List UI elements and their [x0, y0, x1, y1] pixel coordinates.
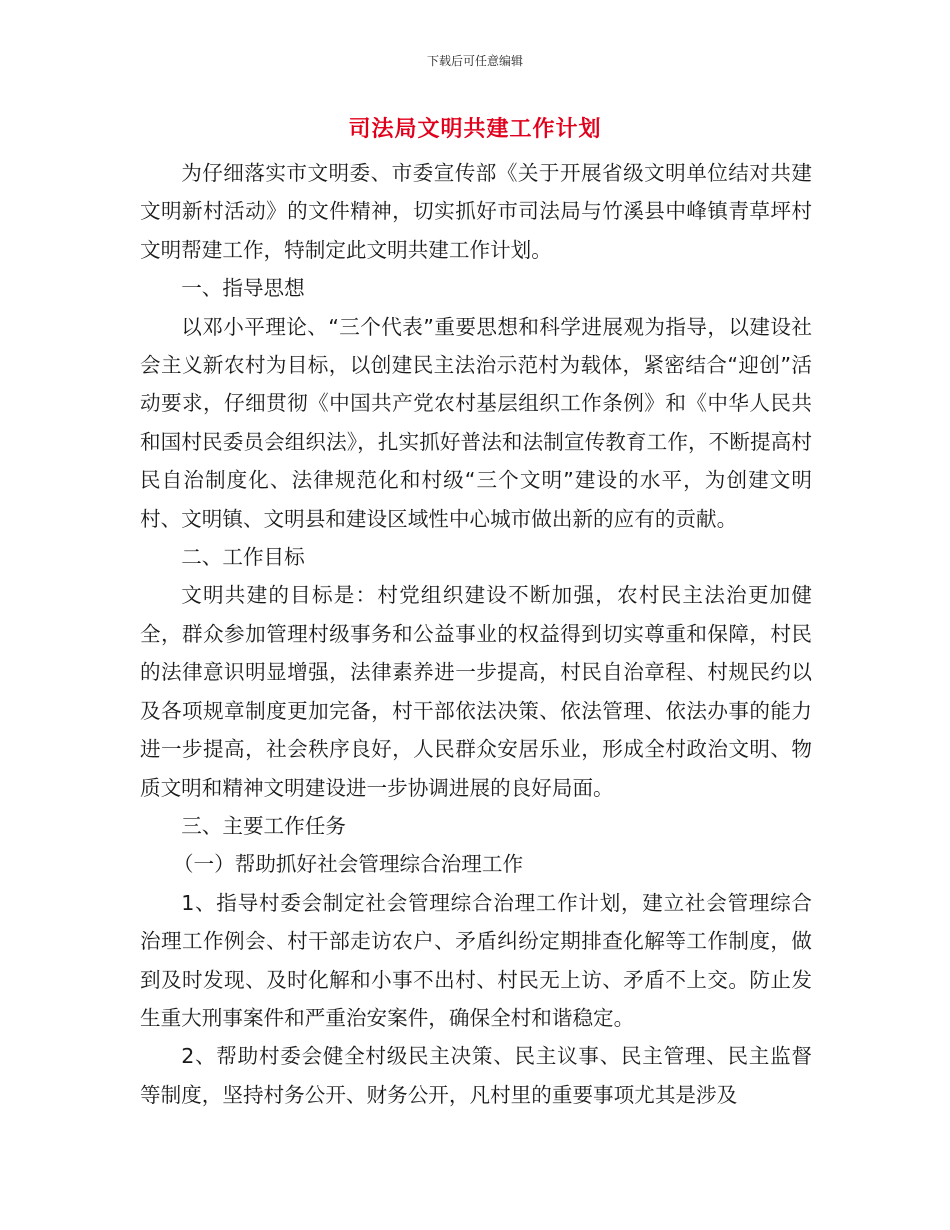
document-body	[140, 154, 812, 1114]
paragraph-intro: 为仔细落实市文明委、市委宣传部《关于开展省级文明单位结对共建文明新村活动》的文件精神，切实抓好市司法局与竹溪县中峰镇青草坪村文明帮建工作，特制定此文明共建工作计划。	[140, 161, 812, 262]
header-note: 下载后可任意编辑	[426, 54, 523, 68]
subsection-heading-comprehensive-governance: （一）帮助抓好社会管理综合治理工作	[172, 852, 524, 877]
paragraph-task-1: 1、指导村委会制定社会管理综合治理工作计划，建立社会管理综合治理工作例会、村干部走访农户、矛盾纠纷定期排查化解等工作制度，做到及时发现、及时化解和小事不出村、村民无上访、矛盾不上交。防止发生重大刑事案件和严重治安案件，确保全村和谐稳定。	[140, 890, 812, 1030]
paragraph-work-goals: 文明共建的目标是：村党组织建设不断加强，农村民主法治更加健全，群众参加管理村级事务和公益事业的权益得到切实尊重和保障，村民的法律意识明显增强，法律素养进一步提高，村民自治章程、村规民约以及各项规章制度更加完备，村干部依法决策、依法管理、依法办事的能力进一步提高，社会秩序良好，人民群众安居乐业，形成全村政治文明、物质文明和精神文明建设进一步协调进展的良好局面。	[140, 583, 812, 800]
section-heading-guiding-ideology: 一、指导思想	[181, 276, 305, 301]
paragraph-task-2: 2、帮助村委会健全村级民主决策、民主议事、民主管理、民主监督等制度，坚持村务公开、财务公开，凡村里的重要事项尤其是涉及	[140, 1044, 812, 1107]
section-heading-main-tasks: 三、主要工作任务	[181, 813, 346, 838]
paragraph-guiding-ideology: 以邓小平理论、“三个代表”重要思想和科学进展观为指导，以建设社会主义新农村为目标，以创建民主法治示范村为载体，紧密结合“迎创”活动要求，仔细贯彻《中国共产党农村基层组织工作条例》和《中华人民共和国村民委员会组织法》，扎实抓好普法和法制宣传教育工作，不断提高村民自治制度化、法律规范化和村级“三个文明”建设的水平，为创建文明村、文明镇、文明县和建设区域性中心城市做出新的应有的贡献。	[140, 314, 812, 531]
section-heading-work-goals: 二、工作目标	[181, 545, 305, 570]
document-title: 司法局文明共建工作计划	[348, 117, 602, 142]
